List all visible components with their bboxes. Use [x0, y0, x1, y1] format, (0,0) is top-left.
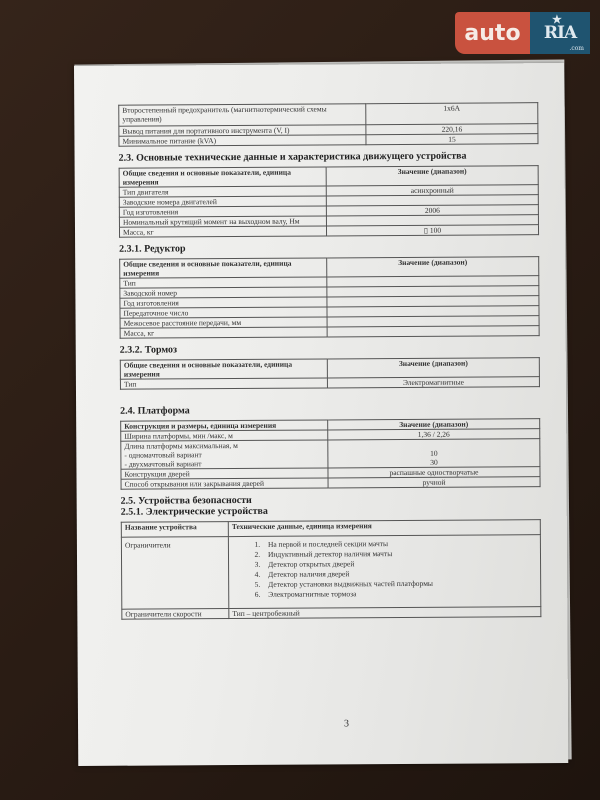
header-col2: Значение (диапазон)	[327, 358, 539, 378]
row-label: Второстепенный предохранитель (магнитнотермический схемы управления)	[119, 104, 366, 127]
row-label: Способ открывания или закрывания дверей	[121, 478, 328, 489]
header-col1: Общие сведения и основные показатели, единица измерения	[120, 359, 327, 379]
table-header	[120, 358, 539, 380]
table-row	[121, 477, 540, 490]
header-col1: Общие сведения и основные показатели, единица измерения	[119, 167, 326, 187]
row-value: 2006	[326, 205, 538, 216]
table-header	[119, 166, 538, 188]
row-label: Масса, кг	[119, 226, 326, 237]
power-table	[118, 102, 538, 147]
header-col2: Значение (диапазон)	[326, 166, 538, 186]
row-label-line: Длина платформы максимальная, м	[124, 441, 238, 451]
brake-table	[120, 357, 540, 390]
row-value: 15	[366, 134, 538, 145]
logo-ria-block	[530, 12, 590, 54]
header-col2: Технические данные, единица измерения	[228, 520, 540, 537]
row-value: 220,16	[366, 124, 538, 135]
row-value: ▯ 100	[326, 225, 538, 236]
row-label: Год изготовления	[119, 206, 326, 217]
reducer-table	[119, 256, 539, 339]
row-label: Масса, кг	[120, 327, 327, 338]
section-title: 2.4. Платформа	[120, 405, 190, 417]
platform-table	[120, 418, 540, 490]
row-value-line: 10	[430, 448, 438, 458]
header-col1: Общие сведения и основные показатели, единица измерения	[120, 258, 327, 278]
row-label: Вывод питания для портативного инструмента (V, I)	[119, 125, 366, 137]
section-title: 2.3. Основные технические данные и характеристика движущего устройства	[118, 150, 467, 164]
row-value	[328, 439, 540, 468]
row-label	[121, 440, 328, 469]
row-label: Межосевое расстояние передачи, мм	[120, 317, 327, 328]
list-item: 5. Детектор установки выдвижных частей платформы	[262, 578, 537, 590]
section-title: 2.3.1. Редуктор	[119, 243, 186, 255]
table-row	[119, 103, 538, 127]
row-value-line: 30	[430, 457, 438, 467]
limiters-list	[232, 538, 537, 600]
star-icon: ★	[552, 13, 561, 26]
table-row	[119, 225, 538, 238]
section-title: 2.3.2. Тормоз	[119, 344, 178, 356]
table-row	[120, 326, 539, 339]
drive-table	[119, 165, 539, 238]
row-label: Минимальное питание (kVA)	[119, 135, 366, 147]
row-label: Заводской номер	[120, 287, 327, 298]
row-label-line: - одномачтовый вариант	[124, 450, 202, 460]
row-value	[327, 326, 539, 337]
header-col1: Название устройства	[121, 522, 228, 538]
table-row	[119, 134, 538, 147]
table-row	[122, 607, 541, 620]
row-label: Заводские номера двигателей	[119, 196, 326, 207]
list-item: 4. Детектор наличия дверей	[262, 568, 537, 580]
row-value: Тип – центробежный	[229, 607, 541, 619]
list-item: 6. Электромагнитные тормоза	[262, 588, 537, 600]
safety-devices-table	[121, 519, 542, 620]
logo-com-text: .com	[569, 45, 584, 52]
row-label: Номинальный крутящий момент на выходном валу, Нм	[119, 216, 326, 227]
row-label: Передаточное число	[120, 307, 327, 318]
header-col2: Значение (диапазон)	[327, 257, 539, 277]
page-content	[118, 102, 541, 620]
row-label-line: - двухмачтовый вариант	[124, 459, 202, 469]
row-label: Год изготовления	[120, 297, 327, 308]
row-value: асинхронный	[326, 185, 538, 196]
table-row	[121, 535, 540, 610]
row-value: ручной	[328, 477, 540, 488]
page-number: 3	[343, 718, 350, 730]
header-col1: Конструкция и размеры, единица измерения	[121, 420, 328, 431]
logo-auto-text: auto	[455, 12, 530, 54]
row-label: Ширина платформы, мин /макс, м	[121, 430, 328, 441]
row-label: Ограничители скорости	[122, 609, 229, 620]
list-item: 1. На первой и последней секции мачты	[262, 538, 537, 550]
subsection-title: 2.5.1. Электрические устройства	[120, 505, 268, 518]
row-label: Тип	[120, 378, 327, 389]
row-label: Тип двигателя	[119, 186, 326, 197]
header-col2: Значение (диапазон)	[328, 419, 540, 430]
row-value: 1x6A	[366, 103, 538, 125]
row-value: распашные одностворчатые	[328, 467, 540, 478]
row-label: Тип	[120, 277, 327, 288]
document-page	[74, 63, 568, 766]
autoria-logo[interactable]	[455, 12, 590, 54]
list-item: 2. Индуктивный детектор наличия мачты	[262, 548, 537, 560]
row-label: Ограничители	[121, 537, 228, 610]
logo-ria-text: RIA	[543, 23, 577, 43]
row-value: 1,36 / 2,26	[328, 429, 540, 440]
table-row	[121, 439, 540, 470]
row-label: Конструкция дверей	[121, 468, 328, 479]
row-value: Электромагнитные	[327, 377, 539, 388]
table-header	[120, 257, 539, 279]
section-title: 2.5. Устройства безопасности	[120, 494, 252, 507]
row-value	[228, 535, 540, 609]
list-item: 3. Детектор открытых дверей	[262, 558, 537, 570]
